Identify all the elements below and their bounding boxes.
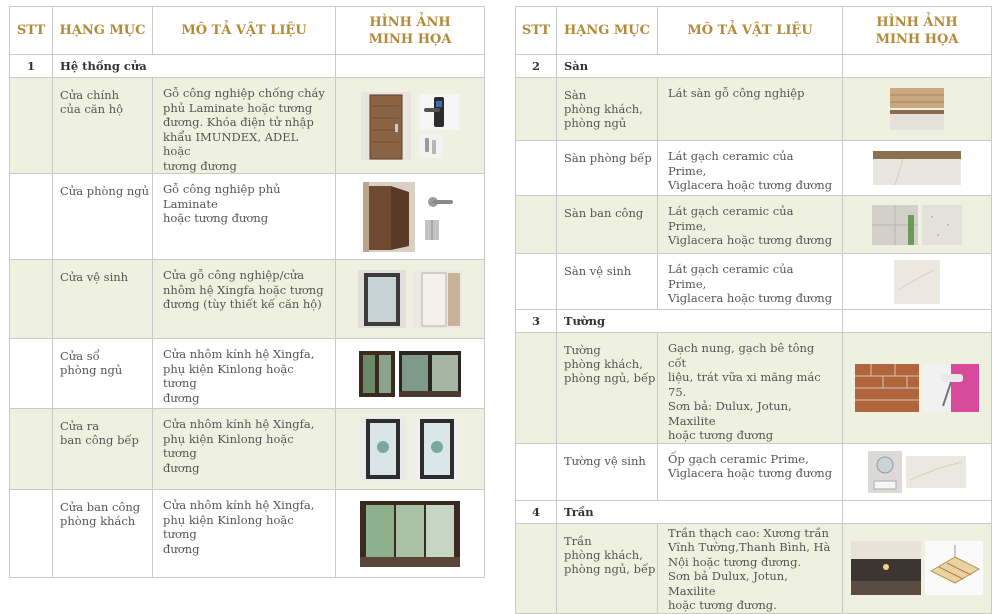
header-row — [10, 7, 485, 55]
category-cell — [557, 443, 658, 500]
stt-cell — [516, 254, 557, 310]
header-hinh-anh-line2: MINH HỌA — [368, 31, 452, 47]
description-cell — [658, 254, 843, 310]
category-line: Sàn — [564, 88, 587, 102]
description-line: đương — [163, 460, 200, 475]
category-line: Trần — [564, 533, 592, 548]
category-line: Cửa ra — [60, 419, 100, 433]
table-row — [10, 339, 485, 409]
table-row — [10, 409, 485, 490]
right-spec-table — [515, 6, 992, 614]
description-cell — [658, 78, 843, 141]
description-cell — [153, 78, 336, 174]
header-hinh-anh-line2: MINH HỌA — [875, 31, 959, 47]
category-cell — [557, 523, 658, 613]
stt-cell — [516, 523, 557, 613]
kitchen-balcony-door-photo-2 — [414, 417, 460, 481]
description-line: hoặc tương đương — [668, 428, 774, 442]
brick-wall-photo — [855, 364, 919, 412]
section-title: Sàn — [557, 55, 843, 78]
image-cell — [843, 333, 992, 444]
description-line: hoặc tương đương. — [668, 598, 777, 612]
table-row — [516, 78, 992, 141]
header-hinh-anh — [336, 7, 485, 55]
description-line: Gạch nung, gạch bê tông cốt — [668, 341, 815, 370]
description-line: Trần thạch cao: Xương trần — [668, 525, 829, 540]
description-line: Gỗ công nghiệp phủ Laminate — [163, 182, 281, 211]
header-hinh-anh — [843, 7, 992, 55]
description-line: Sơn bả Dulux, Jotun, Maxilite — [668, 569, 788, 598]
category-line: phòng ngủ, bếp — [564, 371, 656, 385]
description-cell — [658, 141, 843, 196]
section-number: 4 — [516, 500, 557, 523]
table-row — [10, 260, 485, 339]
table-row — [516, 196, 992, 254]
stt-cell — [10, 409, 53, 490]
description-line: Cửa nhôm kính hệ Xingfa, — [163, 498, 315, 512]
description-line: Viglacera hoặc tương đương — [668, 178, 833, 192]
image-cell — [843, 78, 992, 141]
header-stt: STT — [10, 7, 53, 55]
description-line: đương. Khóa điện tử nhập — [163, 115, 314, 129]
description-line: phụ kiện Kinlong hoặc tương — [163, 361, 294, 390]
description-line: Viglacera hoặc tương đương — [668, 291, 833, 305]
section-number: 2 — [516, 55, 557, 78]
description-line: Gỗ công nghiệp chống cháy — [163, 86, 325, 100]
table-row — [516, 141, 992, 196]
image-cell — [336, 174, 485, 260]
category-line: Cửa chính — [60, 88, 120, 102]
image-cell — [336, 409, 485, 490]
category-line: phòng khách, — [564, 547, 643, 562]
bedroom-door-photo — [363, 182, 415, 252]
table-row — [516, 523, 992, 613]
table-row — [516, 443, 992, 500]
category-line: ban công bếp — [60, 433, 139, 447]
bathroom-wood-door-photo — [414, 270, 462, 328]
wood-floor-photo — [890, 88, 944, 108]
description-line: phụ kiện Kinlong hoặc tương — [163, 431, 294, 460]
description-line: Lát sàn gỗ công nghiệp — [668, 86, 805, 100]
section-row — [516, 310, 992, 333]
description-cell — [658, 523, 843, 613]
empty-cell — [843, 500, 992, 523]
image-cell — [336, 78, 485, 174]
header-row — [516, 7, 992, 55]
category-line: phòng ngủ, bếp — [564, 561, 656, 576]
description-cell — [153, 260, 336, 339]
image-cell — [336, 490, 485, 578]
description-cell — [153, 339, 336, 409]
living-balcony-door-photo — [360, 501, 460, 567]
stt-cell — [10, 260, 53, 339]
description-cell — [658, 196, 843, 254]
bathroom-floor-tile-photo — [894, 260, 940, 304]
category-cell — [53, 78, 153, 174]
category-line: Cửa vệ sinh — [60, 270, 129, 284]
category-cell — [557, 141, 658, 196]
bathroom-wall-photo — [868, 451, 902, 493]
description-line: Viglacera hoặc tương đương — [668, 233, 833, 247]
category-line: Tường — [564, 343, 601, 357]
paint-roller-photo — [923, 364, 979, 412]
description-cell — [153, 174, 336, 260]
category-cell — [557, 333, 658, 444]
description-line: phủ Laminate hoặc tương — [163, 100, 313, 115]
category-line: phòng khách — [60, 514, 136, 528]
category-line: Sàn phòng bếp — [564, 151, 652, 165]
image-cell — [843, 523, 992, 613]
lock-keys-photo — [419, 134, 443, 158]
granite-tile-photo — [922, 205, 962, 245]
bedroom-window-photo-2 — [399, 351, 461, 397]
description-line: nhôm hệ Xingfa hoặc tương — [163, 282, 324, 297]
header-hinh-anh-line1: HÌNH ẢNH — [369, 14, 451, 30]
wall-tile-photo — [906, 456, 966, 488]
section-number: 1 — [10, 55, 53, 78]
kitchen-balcony-door-photo-1 — [360, 417, 406, 481]
section-title: Tường — [557, 310, 843, 333]
description-line: Cửa nhôm kính hệ Xingfa, — [163, 347, 315, 361]
floor-tile-photo — [890, 110, 944, 130]
category-line: phòng khách, — [564, 102, 643, 116]
description-line: khẩu IMUNDEX, ADEL hoặc — [163, 129, 299, 158]
header-mo-ta: MÔ TẢ VẬT LIỆU — [658, 7, 843, 55]
image-cell — [336, 260, 485, 339]
image-cell — [843, 443, 992, 500]
description-line: Lát gạch ceramic của Prime, — [668, 149, 794, 178]
bathroom-aluminum-door-photo — [358, 270, 406, 328]
empty-cell — [336, 55, 485, 78]
header-hang-muc: HẠNG MỤC — [53, 7, 153, 55]
category-line: phòng khách, — [564, 357, 643, 371]
category-cell — [53, 174, 153, 260]
table-row — [10, 78, 485, 174]
description-line: đương — [163, 541, 200, 556]
description-cell — [658, 443, 843, 500]
right-spec-table-container — [515, 6, 992, 614]
category-cell — [53, 409, 153, 490]
stt-cell — [10, 78, 53, 174]
left-spec-table-container — [9, 6, 485, 578]
description-line: Nội hoặc tương đương. — [668, 554, 802, 569]
table-row — [516, 254, 992, 310]
category-line: Cửa ban công — [60, 500, 141, 514]
table-row — [10, 490, 485, 578]
description-line: Ốp gạch ceramic Prime, — [668, 451, 809, 466]
description-line: phụ kiện Kinlong hoặc tương — [163, 512, 294, 541]
description-line: Sơn bả: Dulux, Jotun, Maxilite — [668, 399, 792, 428]
category-line: Tường vệ sinh — [564, 453, 646, 468]
header-hang-muc: HẠNG MỤC — [557, 7, 658, 55]
stt-cell — [516, 196, 557, 254]
header-mo-ta: MÔ TẢ VẬT LIỆU — [153, 7, 336, 55]
left-spec-table — [9, 6, 485, 578]
stt-cell — [516, 141, 557, 196]
section-title: Hệ thống cửa — [53, 55, 336, 78]
empty-cell — [843, 310, 992, 333]
description-line: Lát gạch ceramic của Prime, — [668, 204, 794, 233]
section-row — [516, 55, 992, 78]
empty-cell — [843, 55, 992, 78]
image-cell — [843, 196, 992, 254]
ceiling-frame-diagram — [925, 541, 983, 595]
image-cell — [843, 254, 992, 310]
section-number: 3 — [516, 310, 557, 333]
category-line: Cửa sổ — [60, 349, 100, 363]
category-line: Sàn vệ sinh — [564, 264, 632, 278]
main-door-photo — [361, 92, 411, 160]
description-line: hoặc tương đương — [163, 211, 269, 225]
category-cell — [53, 339, 153, 409]
category-line: Cửa phòng ngủ — [60, 184, 150, 198]
description-cell — [658, 333, 843, 444]
category-cell — [53, 490, 153, 578]
category-cell — [557, 254, 658, 310]
balcony-floor-photo — [872, 205, 918, 245]
category-line: Sàn ban công — [564, 206, 644, 220]
bedroom-window-photo-1 — [359, 351, 395, 397]
stt-cell — [516, 333, 557, 444]
category-cell — [53, 260, 153, 339]
description-cell — [153, 409, 336, 490]
table-row — [10, 174, 485, 260]
description-line: tương đương — [163, 158, 237, 173]
description-line: Vĩnh Tường,Thanh Bình, Hà — [668, 540, 831, 554]
description-line: Viglacera hoặc tương đương — [668, 466, 833, 480]
category-line: phòng ngủ — [564, 116, 627, 130]
electronic-lock-photo — [419, 94, 459, 130]
ceiling-room-photo — [851, 541, 921, 595]
description-line: Cửa nhôm kính hệ Xingfa, — [163, 417, 315, 431]
stt-cell — [516, 443, 557, 500]
description-line: Cửa gỗ công nghiệp/cửa — [163, 268, 305, 282]
door-hinge-photo — [423, 218, 441, 242]
section-row — [516, 500, 992, 523]
table-row — [516, 333, 992, 444]
section-title: Trần — [557, 500, 843, 523]
kitchen-floor-photo — [873, 151, 961, 185]
header-hinh-anh-line1: HÌNH ẢNH — [876, 14, 958, 30]
category-line: của căn hộ — [60, 102, 124, 116]
stt-cell — [10, 490, 53, 578]
description-line: đương (tùy thiết kế căn hộ) — [163, 297, 322, 311]
stt-cell — [10, 339, 53, 409]
description-line: Lát gạch ceramic của Prime, — [668, 262, 794, 291]
category-line: phòng ngủ — [60, 363, 123, 377]
category-cell — [557, 78, 658, 141]
description-line: đương — [163, 390, 200, 405]
door-handle-photo — [423, 192, 457, 212]
stt-cell — [516, 78, 557, 141]
stt-cell — [10, 174, 53, 260]
description-cell — [153, 490, 336, 578]
description-line: liệu, trát vữa xi măng mác 75. — [668, 370, 821, 399]
image-cell — [843, 141, 992, 196]
section-row — [10, 55, 485, 78]
header-stt: STT — [516, 7, 557, 55]
category-cell — [557, 196, 658, 254]
image-cell — [336, 339, 485, 409]
